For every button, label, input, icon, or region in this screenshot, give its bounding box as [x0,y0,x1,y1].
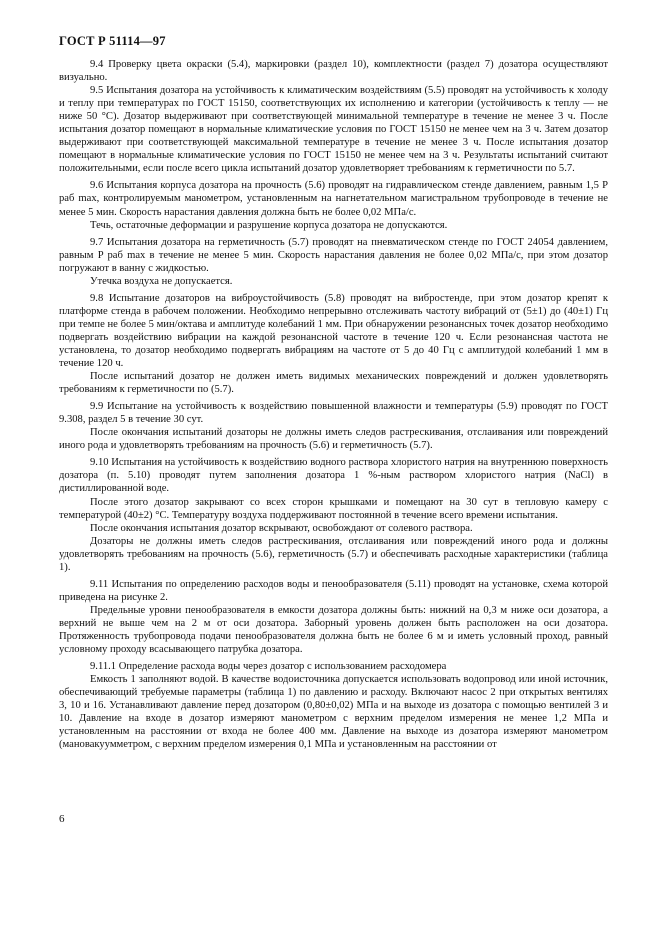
paragraph-p17: 9.11.1 Определение расхода воды через дозатор с использованием расходомера [90,661,447,673]
paragraph-p10: После окончания испытаний дозаторы не должны иметь следов растрескивания, отслаивания или повреждений иного рода и удовлетворять требованиям на прочность (5.6) и герметичность (5.7). [59,427,608,452]
document-page [59,34,608,751]
paragraph-p13: После окончания испытания дозатор вскрывают, освобождают от солевого раствора. [90,522,473,534]
paragraph-p18: Емкость 1 заполняют водой. В качестве водоисточника допускается использовать водопровод или иной источник, обеспечивающий требуемые параметры (таблица 1) по давлению и расходу. Включают насос 2 при открытых вентилях 3, 10 и 16. Устанавливают давление перед дозатором (0,80±0,02) МПа и на выходе из дозатора с помощью вентилей 3 и 10. Давление на входе в дозатор измеряют манометром с верхним пределом измерения не менее 1,2 МПа и установленным на расстоянии от входа не более 400 мм. Давление на выходе из дозатора измеряют манометром (мановакуумметром, с верхним пределом измерения 0,1 МПа и установленным на расстоянии от [59,674,608,751]
paragraph-p9: 9.9 Испытание на устойчивость к воздействию повышенной влажности и температуры (5.9) проводят по ГОСТ 9.308, раздел 5 в течение 30 сут. [59,401,608,426]
paragraph-p7: 9.8 Испытание дозаторов на виброустойчивость (5.8) проводят на вибростенде, при этом дозатор крепят к платформе стенда в рабочем положении. Необходимо непрерывно отслеживать частоту вибраций от (5±1) до (40±1) Гц при темпе не более 5 мин/октава и амплитуде колебаний 1 мм. При обнаружении резонансных точек дозатор необходимо подвергать воздействию вибрации на каждой резонансной частоте в течение 120 ч. Если резонансная частота не установлена, то дозатор необходимо подвергать вибрациям на частоте от 5 до 40 Гц с амплитудой колебаний 1 мм в течение 120 ч. [59,292,608,370]
paragraph-p12: После этого дозатор закрывают со всех сторон крышками и помещают на 30 сут в тепловую камеру с температурой (40±2) °С. Температуру воздуха поддерживают постоянной в течение всего времени испытания. [59,496,608,521]
paragraph-p5: 9.7 Испытания дозатора на герметичность (5.7) проводят на пневматическом стенде по ГОСТ 24054 давлением, равным P раб max в течение не менее 5 мин. Скорость нарастания давления не более 0,02 МПа/с, при этом дозатор погружают в ванну с жидкостью. [59,236,608,274]
paragraph-p2: 9.5 Испытания дозатора на устойчивость к климатическим воздействиям (5.5) проводят на устойчивость к холоду и теплу при температурах по ГОСТ 15150, соответствующих их исполнению и категории (устойчивость к теплу — не ниже 50 °С). Дозатор выдерживают при соответствующей минимальной температуре в течение не менее 3 ч. После испытания дозатор помещают в нормальные климатические условия по ГОСТ 15150 не менее чем на 3 ч. Затем дозатор выдерживают при соответствующей максимальной температуре в течение не менее 3 ч. После испытания дозатор помещают в нормальные климатические условия по ГОСТ 15150 не менее чем на 3 ч. Результаты испытаний считают положительными, если после всего цикла испытаний дозатор удовлетворяет требованиям к герметичности по 5.7. [59,85,608,175]
document-body [59,58,608,751]
paragraph-p3: 9.6 Испытания корпуса дозатора на прочность (5.6) проводят на гидравлическом стенде давлением, равным 1,5 P раб max, контролируемым манометром, установленным на нагнетательном магистральном трубопроводе в течение не менее 5 мин. Скорость нарастания давления должна быть не более 0,02 МПа/с. [59,180,608,218]
paragraph-p8: После испытаний дозатор не должен иметь видимых механических повреждений и должен удовлетворять требованиям к герметичности по (5.7). [59,371,608,396]
paragraph-p1: 9.4 Проверку цвета окраски (5.4), маркировки (раздел 10), комплектности (раздел 7) дозатора осуществляют визуально. [59,59,608,84]
paragraph-p14: Дозаторы не должны иметь следов растрескивания, отслаивания или повреждений иного рода и должны удовлетворять требованиям на прочность (5.6), герметичность (5.7) и обеспечивать расходные характеристики (таблица 1). [59,535,608,573]
paragraph-p11: 9.10 Испытания на устойчивость к воздействию водного раствора хлористого натрия на внутреннюю поверхность дозатора (п. 5.10) проводят путем заполнения дозатора 1 %-ным раствором хлористого натрия (NaCl) в дистиллированной воде. [59,457,608,495]
document-header: ГОСТ Р 51114—97 [59,34,166,48]
page-number: 6 [59,813,65,825]
paragraph-p6: Утечка воздуха не допускается. [90,275,233,287]
paragraph-p4: Течь, остаточные деформации и разрушение корпуса дозатора не допускаются. [90,219,448,231]
paragraph-p15: 9.11 Испытания по определению расходов воды и пенообразователя (5.11) проводят на установке, схема которой приведена на рисунке 2. [59,578,608,603]
paragraph-p16: Предельные уровни пенообразователя в емкости дозатора должны быть: нижний на 0,3 м ниже оси дозатора, а верхний не выше чем на 2 м от оси дозатора. Заборный уровень должен быть расположен на оси дозатора. Протяженность трубопровода подачи пенообразователя должна быть не более 6 м и иметь условный проход, равный условному проходу всасывающего патрубка дозатора. [59,604,608,656]
